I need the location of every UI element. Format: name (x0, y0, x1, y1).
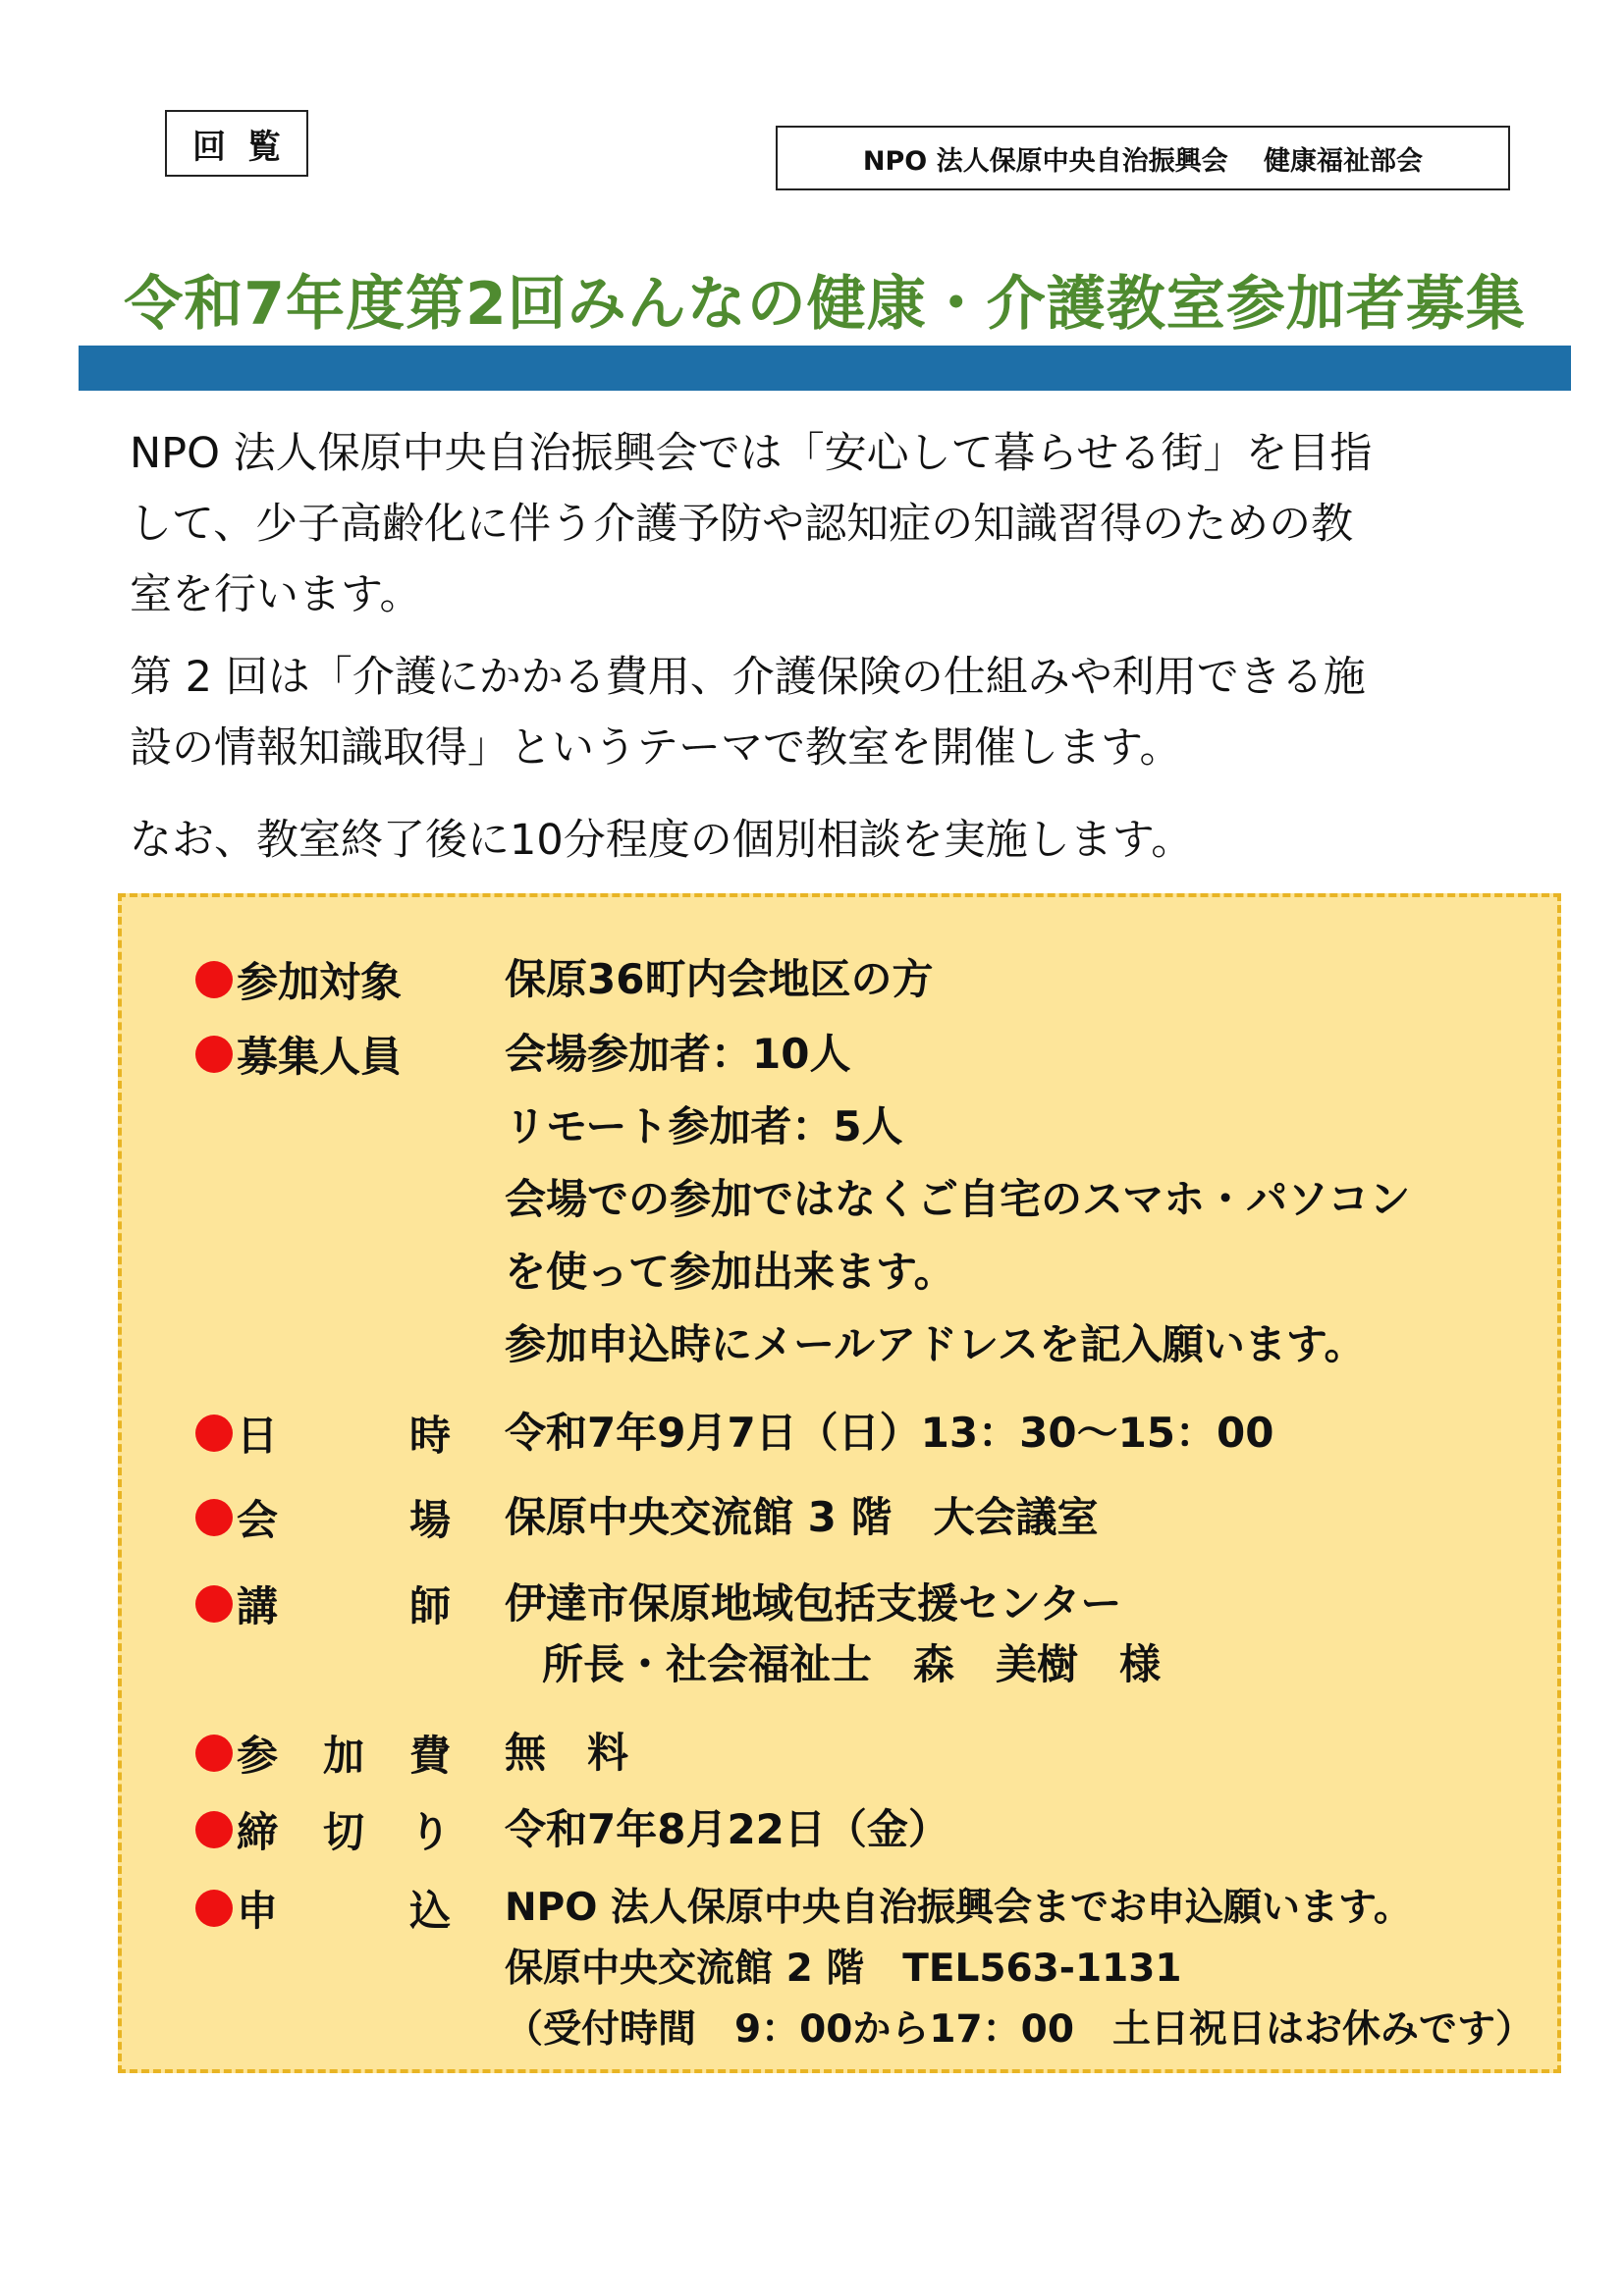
detail-value: 保原中央交流館 2 階 TEL563-1131 (505, 1947, 1182, 1991)
detail-value: リモート参加者：5人 (505, 1102, 903, 1150)
detail-label-char: 加 (322, 1732, 364, 1780)
detail-label (195, 1802, 451, 1857)
detail-value: 伊達市保原地域包括支援センター (505, 1579, 1122, 1628)
detail-label (195, 1406, 451, 1461)
intro-line: NPO 法人保原中央自治振興会では「安心して暮らせる街」を目指 (130, 429, 1373, 478)
detail-value: 令和7年8月22日（金） (505, 1805, 949, 1853)
intro-line: なお、教室終了後に10分程度の個別相談を実施します。 (130, 816, 1194, 865)
detail-value: 保原36町内会地区の方 (505, 955, 934, 1003)
detail-value: 会場参加者：10人 (505, 1030, 851, 1078)
detail-label-char: 参 (237, 1732, 279, 1780)
red-bullet-icon (195, 1499, 233, 1536)
detail-label-char: 場 (408, 1496, 451, 1544)
detail-label-char: 込 (408, 1887, 451, 1935)
detail-label-char: り (408, 1808, 451, 1856)
red-bullet-icon (195, 1415, 233, 1452)
intro-line: して、少子高齢化に伴う介護予防や認知症の知識習得のための教 (130, 500, 1354, 549)
detail-label (195, 1881, 451, 1936)
intro-paragraph-3 (130, 805, 1524, 876)
details-box (118, 893, 1561, 2073)
page-title: 令和7年度第2回みんなの健康・介護教室参加者募集 (124, 270, 1526, 339)
detail-label-char: 切 (322, 1808, 364, 1856)
intro-line: 室を行います。 (130, 570, 422, 619)
detail-label-char: 師 (408, 1582, 451, 1630)
intro-paragraph-2 (130, 642, 1524, 783)
organization-label: NPO 法人保原中央自治振興会 健康福祉部会 (776, 126, 1510, 190)
detail-value: を使って参加出来ます。 (505, 1248, 955, 1296)
detail-value: 保原中央交流館 3 階 大会議室 (505, 1493, 1099, 1541)
detail-label-char: 日 (237, 1412, 279, 1460)
red-bullet-icon (195, 1036, 233, 1073)
detail-label (195, 1490, 451, 1545)
intro-paragraph-1 (130, 418, 1524, 630)
detail-label-text: 参加対象 (237, 958, 403, 1006)
intro-line: 設の情報知識取得」というテーマで教室を開催します。 (130, 723, 1182, 773)
detail-label-char: 時 (408, 1412, 451, 1460)
red-bullet-icon (195, 1735, 233, 1772)
intro-line: 第 2 回は「介護にかかる費用、介護保険の仕組みや利用できる施 (130, 653, 1366, 702)
detail-label-char: 申 (237, 1887, 279, 1935)
red-bullet-icon (195, 1890, 233, 1927)
detail-label-char: 締 (237, 1808, 279, 1856)
detail-label (195, 952, 451, 1007)
detail-value: 無 料 (505, 1729, 629, 1777)
detail-label-char: 講 (237, 1582, 279, 1630)
circulation-label: 回覧 (165, 110, 308, 177)
detail-label-char: 費 (408, 1732, 451, 1780)
detail-value: 参加申込時にメールアドレスを記入願います。 (505, 1320, 1366, 1368)
detail-value: 所長・社会福祉士 森 美樹 様 (542, 1640, 1162, 1688)
detail-value: （受付時間 9：00から17：00 土日祝日はお休みです） (505, 2007, 1534, 2052)
detail-label (195, 1576, 451, 1631)
detail-value: 令和7年9月7日（日）13：30～15：00 (505, 1409, 1274, 1457)
detail-label-text: 募集人員 (237, 1033, 403, 1081)
title-underline-bar (79, 346, 1571, 391)
detail-value: NPO 法人保原中央自治振興会までお申込願います。 (505, 1886, 1412, 1930)
detail-value: 会場での参加ではなくご自宅のスマホ・パソコン (505, 1175, 1411, 1223)
red-bullet-icon (195, 961, 233, 998)
detail-label (195, 1726, 451, 1781)
red-bullet-icon (195, 1585, 233, 1623)
red-bullet-icon (195, 1811, 233, 1848)
detail-label-char: 会 (237, 1496, 279, 1544)
detail-label (195, 1027, 451, 1082)
